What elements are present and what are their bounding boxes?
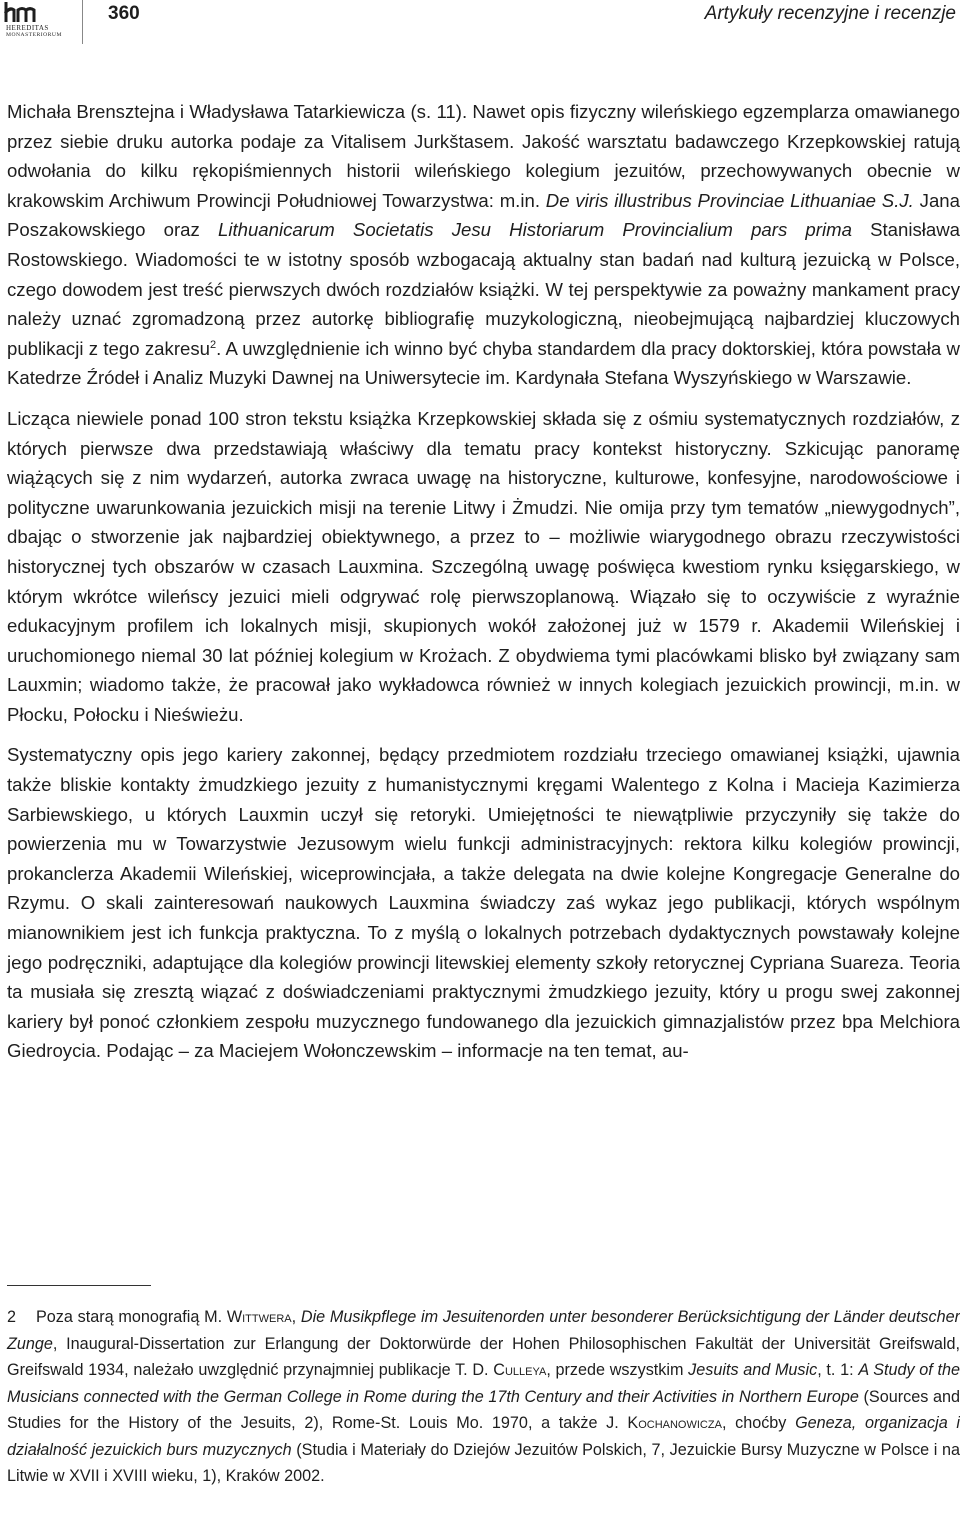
italic-title: A Study of the Musicians connected with the German College in Rome during the 17th Century and their Activities in Northern Europe — [7, 1361, 960, 1406]
text-run: (Sources and Studies for the History of the Jesuits, 2), Rome-St. Louis Mo. 1970, a także J. — [7, 1387, 960, 1432]
text-run: , choćby — [721, 1414, 796, 1432]
footnote-reference[interactable]: 2 — [209, 338, 217, 351]
text-run: , — [291, 1308, 301, 1326]
text-run: (Studia i Materiały do Dziejów Jezuitów Polskich, 7, Jezuickie Bursy Muzyczne w Polsce i na Litwie w XVII i XVIII wieku, 1), Kraków 2002. — [7, 1440, 960, 1485]
paragraph-3: Systematyczny opis jego kariery zakonnej, będący przedmiotem rozdziału trzeciego omawianej książki, ujawnia także bliskie kontakty żmudzkiego jezuity z humanistycznymi kręgami Walentego z Kolna i Macieja Kazimierza Sarbiewskiego, u których Lauxmin uczył się retoryki. Umiejętności te niewątpliwie przyczyniły się także do powierzenia mu w Towarzystwie Jezusowym wielu funkcji administracyjnych: rektora kilku kolegiów prowincji, prokanclerza Akademii Wileńskiej, wiceprowincjała, a także delegata na dwie kolejne Kongregacje Generalne do Rzymu. O skali zainteresowań naukowych Lauxmina świadczy zaś wykaz jego publikacji, których wspólnym mianownikiem jest ich funkcja praktyczna. To z myślą o lokalnych potrzebach dydaktycznych powstawały kolejne jego podręczniki, adaptujące dla kolegiów prowincji litewskiej elementy szkoły retorycznej Cypriana Suareza. Teoria ta musiała się zresztą wiązać z doświadczeniami praktycznymi żmudzkiego jezuity, który u progu swej zakonnej kariery był ponoć członkiem zespołu muzycznego fundowanego dla jezuickich gimnazjalistów przez bpa Melchiora Giedroycia. Podając – za Maciejem Wołonczewskim – informacje na ten temat, au- — [7, 744, 960, 1062]
text-run: , t. 1: — [817, 1361, 859, 1379]
text-run: Poza starą monografią M. — [36, 1308, 227, 1326]
author-name: Culleya — [493, 1361, 547, 1379]
italic-title: Lithuanicarum Societatis Jesu Historiarum Provincialium pars prima — [217, 219, 852, 241]
text-run: Jana Poszakowskiego oraz — [7, 189, 960, 241]
italic-title: Die Musikpflege im Jesuitenorden unter besonderer Berücksichtigung der Länder deutscher Zunge — [7, 1308, 960, 1353]
footnote-2 — [7, 1304, 960, 1490]
italic-title: Jesuits and Music — [688, 1361, 818, 1379]
logo-text-line1: HEREDITAS — [6, 24, 49, 32]
hm-logo-icon — [4, 2, 60, 22]
journal-logo — [4, 2, 66, 42]
text-run: , Inaugural-Dissertation zur Erlangung der Doktorwürde der Hohen Philosophischen Fakultät der Universität Greifswald, Greifswald 1934, należało uwzględnić przynajmniej publikacje T. D. — [7, 1334, 960, 1379]
page-number: 360 — [108, 3, 140, 24]
footnote — [7, 1304, 960, 1490]
paragraph-2: Licząca niewiele ponad 100 stron tekstu książka Krzepkowskiej składa się z ośmiu systematycznych rozdziałów, z których pierwsze dwa przedstawiają właściwy dla tematu pracy kontekst historyczny. Szkicując panoramę wiążących się z nim wydarzeń, autorka zwraca uwagę na historyczne, kulturowe, konfesyjne, narodowościowe i polityczne uwarunkowania jezuickich misji na terenie Litwy i Żmudzi. Nie omija przy tym tematów „niewygodnych”, dbając o stworzenie jak najbardziej obiektywnego, a przez to – możliwie wiarygodnego obrazu rzeczywistości historycznej tych obszarów w czasach Lauxmina. Szczególną uwagę poświęca kwestiom rynku księgarskiego, w którym wkrótce wileńscy jezuici mieli odgrywać rolę pierwszoplanową. Wiązało się to oczywiście z wyraźnie edukacyjnym profilem ich lokalnych misji, skupionych wokół założonej już w 1579 r. Akademii Wileńskiej i uruchomionego niemal 30 lat później kolegium w Krożach. Z obydwiema tymi placówkami blisko był związany sam Lauxmin; wiadomo także, że pracował jako wykładowca również w innych kolegiach jezuickich prowincji, m.in. w Płocku, Połocku i Nieświeżu. — [7, 407, 960, 725]
header-divider — [82, 0, 83, 44]
running-header — [0, 0, 960, 44]
author-name: Wittwera — [226, 1308, 292, 1326]
text-run: Michała Brensztejna i Władysława Tatarkiewicza (s. 11). Nawet opis fizyczny wileńskiego egzemplarza omawianego przez siebie druku autorka podaje za Vitalisem Jurkštasem. Jakość warsztatu badawczego Krzepkowskiej ratują odwołania do kilku rękopiśmiennych historii wileńskiego kolegium jezuitów, przechowywanych obecnie w krakowskim Archiwum Prowincji Południowej Towarzystwa: m.in. — [7, 101, 960, 211]
author-name: Kochanowicza — [627, 1414, 722, 1432]
footnote-number: 2 — [7, 1308, 17, 1326]
text-run: , przede wszystkim — [546, 1361, 689, 1379]
paragraph-1 — [7, 97, 960, 393]
main-text — [7, 97, 960, 1077]
italic-title: De viris illustribus Provinciae Lithuaniae S.J. — [545, 189, 914, 211]
footnote-separator — [7, 1285, 151, 1286]
logo-text-line2: MONASTERIORUM — [6, 32, 62, 38]
text-run: Stanisława Rostowskiego. Wiadomości te w istotny sposób wzbogacają aktualny stan badań nad kulturą jezuicką w Polsce, czego dowodem jest treść pierwszych dwóch rozdziałów książki. W tej perspektywie za poważny mankament pracy należy uznać zgromadzoną przez autorkę bibliografię muzykologiczną, nieobejmującą najbardziej kluczowych publikacji z tego zakresu — [7, 219, 960, 359]
section-title: Artykuły recenzyjne i recenzje — [704, 3, 956, 24]
text-run: . A uwzględnienie ich winno być chyba standardem dla pracy doktorskiej, która powstała w Katedrze Źródeł i Analiz Muzyki Dawnej na Uniwersytecie im. Kardynała Stefana Wyszyńskiego w Warszawie. — [7, 337, 960, 389]
italic-title: Geneza, organizacja i działalność jezuickich burs muzycznych — [7, 1414, 960, 1459]
